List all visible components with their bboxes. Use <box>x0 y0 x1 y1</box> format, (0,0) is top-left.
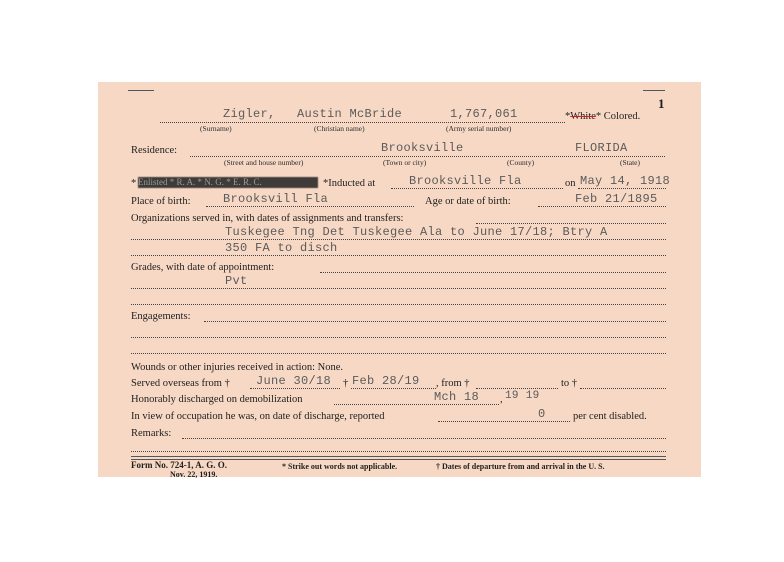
state-caption: (State) <box>620 158 640 167</box>
race-white: White <box>570 111 596 122</box>
overseas-from-value: June 30/18 <box>256 374 332 388</box>
organizations-value-2: 350 FA to disch <box>225 241 338 255</box>
name-line <box>160 122 565 123</box>
overseas-to-line <box>351 388 436 389</box>
organizations-line-0 <box>476 223 666 224</box>
inducted-label: *Inducted at <box>323 178 376 189</box>
residence-line <box>190 156 665 157</box>
occupation-label: In view of occupation he was, on date of discharge, reported <box>131 411 385 422</box>
wounds-label: Wounds or other injuries received in action: None. <box>131 362 344 373</box>
card-number: 1 <box>658 96 665 111</box>
race-field: *White* Colored. <box>565 111 641 122</box>
enlisted-star: * <box>131 178 137 189</box>
county-caption: (County) <box>507 158 535 167</box>
engagements-line-1 <box>131 337 666 338</box>
remarks-line-1 <box>131 451 666 452</box>
birth-date-line <box>538 206 666 207</box>
remarks-line-0 <box>182 438 666 439</box>
disabled-line <box>438 421 570 422</box>
christian-caption: (Christian name) <box>314 124 365 133</box>
organizations-line-1 <box>131 239 666 240</box>
inducted-on-line <box>578 188 666 189</box>
discharged-label: Honorably discharged on demobilization <box>131 394 303 405</box>
service-record-card <box>98 82 701 477</box>
inducted-on-label: on <box>565 178 576 189</box>
serial-number-value: 1,767,061 <box>450 107 518 121</box>
engagements-line-2 <box>131 353 666 354</box>
surname-value: Zigler, <box>223 107 276 121</box>
surname-caption: (Surname) <box>200 124 232 133</box>
grades-line-1 <box>131 288 666 289</box>
overseas-from2-label: , from † <box>436 378 470 389</box>
overseas-from-line <box>250 388 340 389</box>
birth-date-label: Age or date of birth: <box>425 196 511 207</box>
discharge-day-value: Mch 18 <box>434 390 480 404</box>
residence-state: FLORIDA <box>575 141 628 155</box>
birth-place-value: Brooksvill Fla <box>223 192 329 206</box>
inducted-at-line <box>391 188 563 189</box>
remarks-label: Remarks: <box>131 428 172 439</box>
race-colored: * Colored. <box>595 111 641 122</box>
engagements-line-0 <box>204 321 666 322</box>
overseas-to-value: Feb 28/19 <box>352 374 420 388</box>
overseas-dagger: † <box>343 378 349 389</box>
birth-place-line <box>206 206 414 207</box>
grades-line-2 <box>131 304 666 305</box>
discharge-day-line <box>334 404 499 405</box>
grades-line-0 <box>320 272 666 273</box>
christian-name-value: Austin McBride <box>297 107 403 121</box>
street-caption: (Street and house number) <box>224 158 304 167</box>
overseas-to2-label: to † <box>561 378 578 389</box>
birth-place-label: Place of birth: <box>131 196 191 207</box>
top-mark-left <box>128 90 154 91</box>
inducted-on-value: May 14, 1918 <box>580 174 671 188</box>
discharge-year-value: 19 19 <box>505 390 540 402</box>
overseas-to2-line <box>580 388 666 389</box>
grades-label: Grades, with date of appointment: <box>131 262 275 273</box>
dates-note: † Dates of departure from and arrival in the U. S. <box>436 462 605 471</box>
discharge-comma: , <box>500 394 503 405</box>
residence-label: Residence: <box>131 145 178 156</box>
overseas-label: Served overseas from † <box>131 378 230 389</box>
town-caption: (Town or city) <box>383 158 427 167</box>
organizations-value-1: Tuskegee Tng Det Tuskegee Ala to June 17/18; Btry A <box>225 225 608 239</box>
engagements-label: Engagements: <box>131 311 191 322</box>
percent-label: per cent disabled. <box>573 411 647 422</box>
enlisted-options: Enlisted * R. A. * N. G. * E. R. C. <box>138 177 262 187</box>
top-mark-right <box>643 90 665 91</box>
disabled-value: 0 <box>538 407 546 421</box>
overseas-from2-line <box>476 388 558 389</box>
footer-rule-1 <box>131 456 666 457</box>
residence-town: Brooksville <box>381 141 464 155</box>
birth-date-value: Feb 21/1895 <box>575 192 658 206</box>
form-date: Nov. 22, 1919. <box>170 470 218 479</box>
organizations-line-2 <box>131 255 666 256</box>
organizations-label: Organizations served in, with dates of assignments and transfers: <box>131 213 404 224</box>
grade-value: Pvt <box>225 274 248 288</box>
inducted-at-value: Brooksville Fla <box>409 174 522 188</box>
strike-note: * Strike out words not applicable. <box>282 462 398 471</box>
form-number: Form No. 724-1, A. G. O. <box>131 460 227 470</box>
serial-caption: (Army serial number) <box>446 124 512 133</box>
